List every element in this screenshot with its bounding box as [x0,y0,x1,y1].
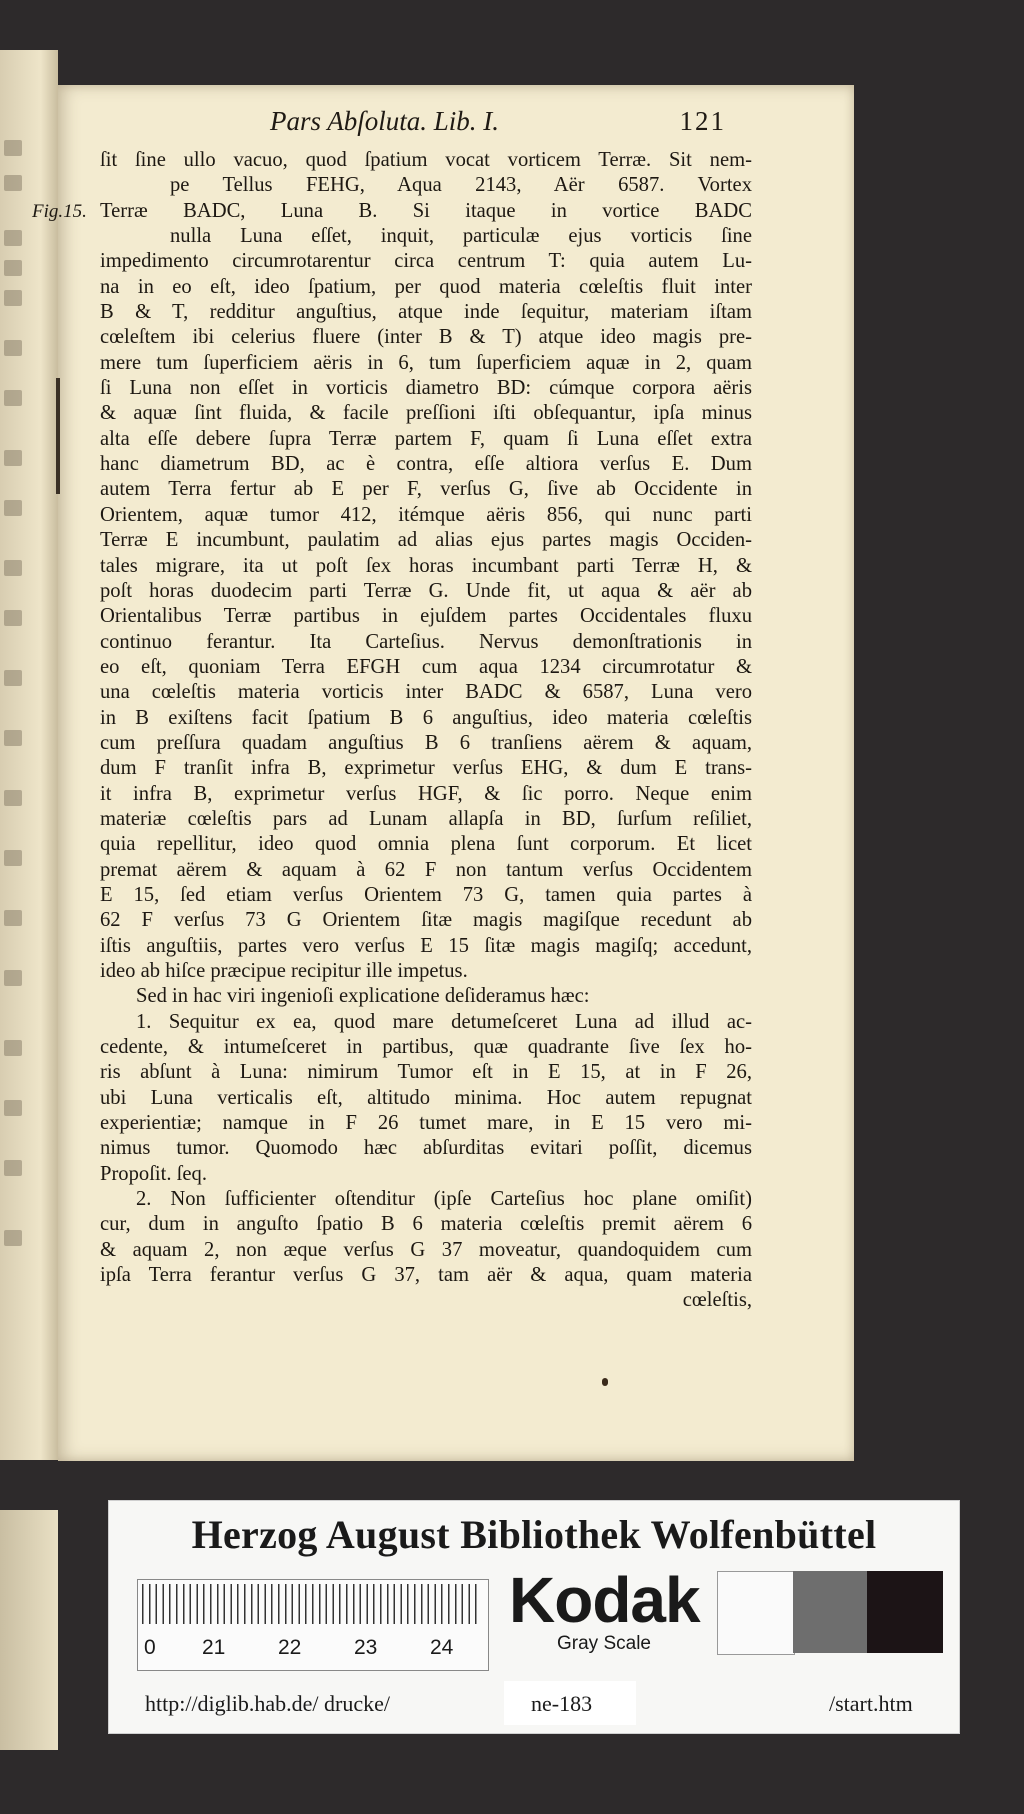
kodak-logo: Kodak [509,1564,700,1636]
text-line: Terræ E incumbunt, paulatim ad alias ejus partes magis Occiden- [100,529,752,552]
text-line: ubi Luna verticalis eſt, altitudo minima. Hoc autem repugnat [100,1086,752,1109]
scale-ruler [137,1579,489,1671]
text-line: ideo ab hiſce præcipue recipitur ille impetus. [100,960,468,982]
swatch-white [717,1571,795,1655]
text-line: pe Tellus FEHG, Aqua 2143, Aër 6587. Vortex [170,174,752,197]
library-name: Herzog August Bibliothek Wolfenbüttel [191,1512,877,1557]
text-line: it infra B, exprimetur verſus HGF, & ſic porro. Neque enim [100,782,752,805]
text-line: ſit ſine ullo vacuo, quod ſpatium vocat vorticem Terræ. Sit nem- [100,149,752,171]
text-line: autem Terra fertur ab E per F, verſus G, ſive ab Occidente in [100,478,752,501]
text-line: ris abſunt à Luna: nimirum Tumor eſt in E 15, at in F 26, [100,1061,752,1084]
text-line [32,199,752,224]
text-line: Orientem, aquæ tumor 412, itémque aëris 856, qui nunc parti [100,503,752,526]
text-line-content: Terræ BADC, Luna B. Si itaque in vortice BADC [100,199,752,222]
running-header [270,106,730,146]
text-line: na in eo eſt, ideo ſpatium, per quod materia cœleſtis fluit inter [100,275,752,298]
library-color-card [108,1500,960,1734]
ruler-tick-labels [138,1636,488,1666]
text-line: nimus tumor. Quomodo hæc abſurditas evitari poſſit, dicemus [100,1137,752,1160]
text-line: continuo ferantur. Ita Carteſius. Nervus demonſtrationis in [100,630,752,653]
text-line: B & T, redditur anguſtius, atque inde ſequitur, materiam iſtam [100,301,752,324]
text-line: Orientalibus Terræ partibus in ejuſdem partes Occidentales fluxu [100,605,752,628]
text-line: materiæ cœleſtis pars ad Lunam allapſa in BD, ſurſum reſiliet, [100,807,752,830]
text-line: dum F tranſit infra B, exprimetur verſus EHG, & dum E trans- [100,757,752,780]
running-title: Pars Abſoluta. Lib. I. [270,106,500,136]
text-line: 62 F verſus 73 G Orientem ſitæ magis magiſque recedunt ab [100,909,752,932]
url-suffix: /start.htm [829,1691,913,1716]
text-line: & aquam 2, non æque verſus G 37 moveatur, quandoquidem cum [100,1238,752,1261]
ruler-label: 23 [354,1636,378,1659]
ruler-label: 21 [202,1636,226,1659]
ruler-label: 0 [144,1636,156,1659]
text-line: tales migrare, ita ut poſt ſex horas incumbant parti Terræ H, & [100,554,752,577]
text-line: premat aërem & aquam à 62 F non tantum verſus Occidentem [100,858,752,881]
text-line: 2. Non ſufficienter oſtenditur (ipſe Carteſius hoc plane omiſit) [136,1188,752,1211]
text-line: hanc diametrum BD, ac è contra, eſſe altiora verſus E. Dum [100,453,752,476]
facing-page-edge [0,50,58,1460]
text-line: una cœleſtis materia vorticis inter BADC & 6587, Luna vero [100,681,752,704]
page-number: 121 [679,106,726,136]
page-body-text [32,148,752,1314]
text-line: ipſa Terra ferantur verſus G 37, tam aër & aqua, quam materia [100,1264,752,1287]
text-line: & aquæ ſint fluida, & facile preſſioni iſti obſequantur, ipſa minus [100,402,752,425]
ruler-label: 24 [430,1636,454,1659]
text-line: alta eſſe debere ſupra Terræ partem F, quam ſi Luna eſſet extra [100,427,752,450]
text-line: cedente, & intumeſceret in partibus, quæ quadrante ſive ſex ho- [100,1036,752,1059]
gray-scale-label: Gray Scale [557,1633,651,1654]
facing-page-lower-edge [0,1510,58,1750]
gutter-mark [56,378,60,494]
text-line: quia repellitur, ideo quod omnia plena ſunt corporum. Et licet [100,833,752,856]
url-prefix: http://diglib.hab.de/ drucke/ [145,1691,391,1716]
shelfmark: ne-183 [531,1691,593,1716]
text-line: 1. Sequitur ex ea, quod mare detumeſceret Luna ad illud ac- [136,1010,752,1033]
text-line: experientiæ; namque in F 26 tumet mare, in E 15 vero mi- [100,1112,752,1135]
ink-speck [602,1378,608,1386]
text-line: poſt horas duodecim parti Terræ G. Unde fit, ut aqua & aër ab [100,579,752,602]
text-line: Propoſit. ſeq. [100,1162,207,1185]
swatch-black [867,1571,943,1653]
text-line: iſtis anguſtiis, partes vero verſus E 15 ſitæ magis magiſq; accedunt, [100,934,752,957]
ruler-label: 22 [278,1636,302,1659]
text-line: eo eſt, quoniam Terra EFGH cum aqua 1234 circumrotatur & [100,655,752,678]
text-line: Sed in hac viri ingenioſi explicatione deſideramus hæc: [136,985,590,1008]
swatch-gray [793,1571,867,1653]
ruler-ticks [142,1584,482,1624]
text-line: nulla Luna eſſet, inquit, particulæ ejus vorticis ſine [170,225,752,248]
text-line: impedimento circumrotarentur circa centrum T: quia autem Lu- [100,250,752,273]
text-line: mere tum ſuperficiem aëris in 6, tum ſuperficiem aquæ in 2, quam [100,351,752,374]
figure-margin-note: Fig.15. [32,200,87,222]
text-line: cœleſtem ibi celerius fluere (inter B & T) atque ideo magis pre- [100,326,752,349]
catchword: cœleſtis, [682,1289,752,1312]
text-line: E 15, ſed etiam verſus Orientem 73 G, tamen quia partes à [100,883,752,906]
text-line: ſi Luna non eſſet in vorticis diametro BD: cúmque corpora aëris [100,377,752,400]
text-line: cur, dum in anguſto ſpatio B 6 materia cœleſtis premit aërem 6 [100,1213,752,1236]
text-line: cum preſſura quadam anguſtius B 6 tranſiens aërem & aquam, [100,731,752,754]
text-line: in B exiſtens facit ſpatium B 6 anguſtius, ideo materia cœleſtis [100,706,752,729]
